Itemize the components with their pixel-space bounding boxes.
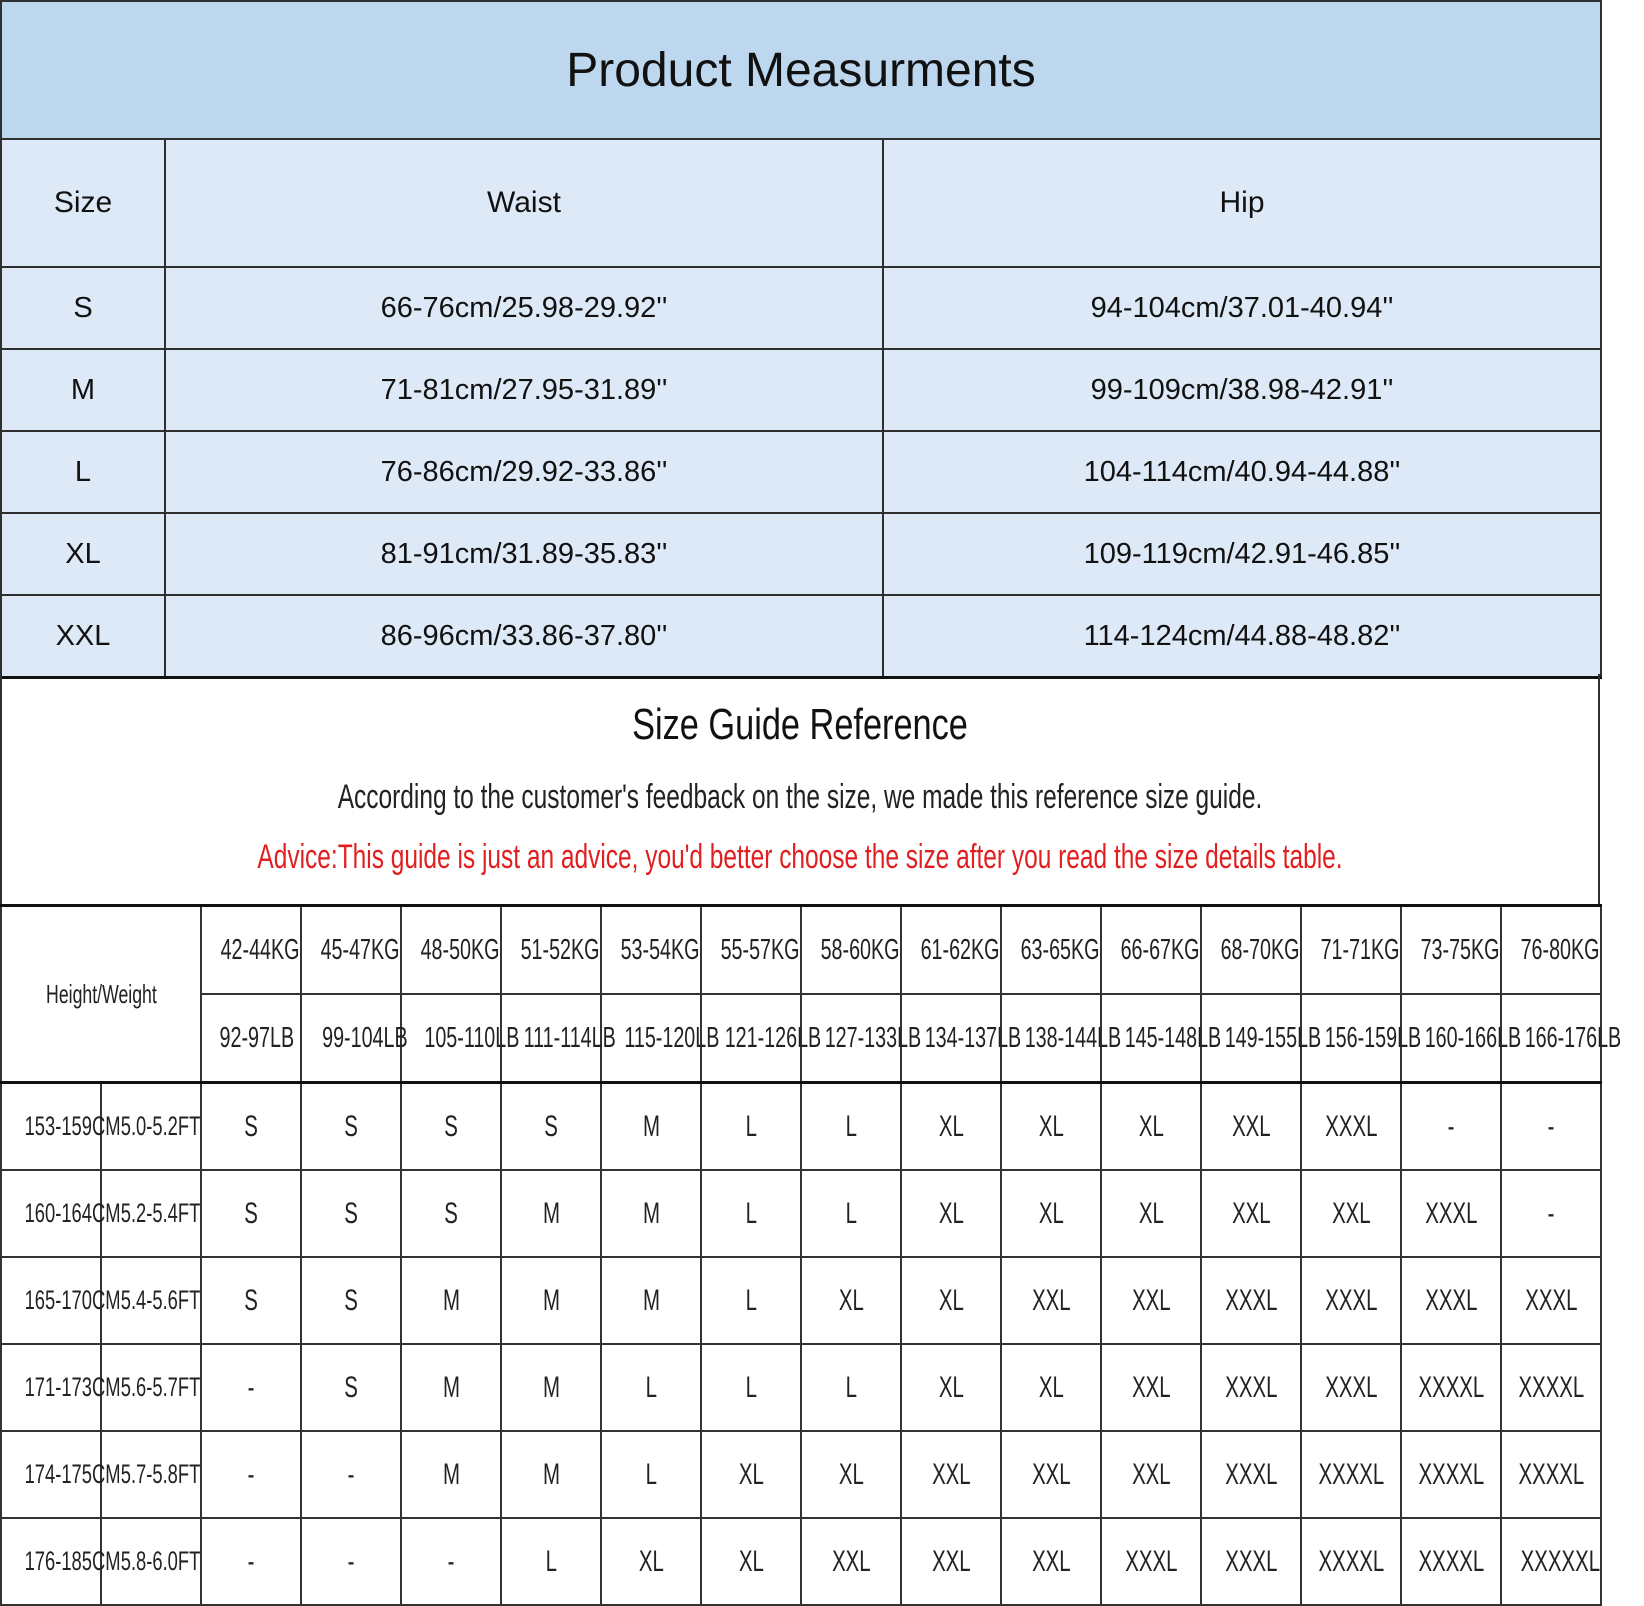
recommended-size-cell: M (501, 1431, 601, 1518)
weight-lb-cell: 99-104LB (301, 994, 401, 1083)
recommended-size-cell: XXXL (1101, 1518, 1201, 1605)
recommended-size-cell: S (501, 1083, 601, 1171)
recommended-size-cell: M (401, 1431, 501, 1518)
weight-kg-cell: 55-57KG (701, 906, 801, 995)
recommended-size-cell: L (701, 1257, 801, 1344)
size-cell: M (1, 349, 165, 431)
recommended-size-cell: L (501, 1518, 601, 1605)
weight-lb-cell: 134-137LB (901, 994, 1001, 1083)
waist-cell: 66-76cm/25.98-29.92'' (165, 267, 883, 349)
recommended-size-cell: M (501, 1344, 601, 1431)
recommended-size-cell: XXL (1001, 1518, 1101, 1605)
recommended-size-cell: XXXL (1501, 1257, 1601, 1344)
height-ft-cell: 5.2-5.4FT (101, 1170, 201, 1257)
waist-cell: 81-91cm/31.89-35.83'' (165, 513, 883, 595)
weight-lb-cell: 121-126LB (701, 994, 801, 1083)
measurements-row (1, 595, 1601, 678)
recommended-size-cell: XL (901, 1257, 1001, 1344)
recommended-size-cell: S (201, 1257, 301, 1344)
waist-cell: 71-81cm/27.95-31.89'' (165, 349, 883, 431)
recommended-size-cell: XXXL (1201, 1518, 1301, 1605)
size-guide-row (1, 1083, 1601, 1171)
weight-kg-row (1, 906, 1601, 995)
recommended-size-cell: M (501, 1170, 601, 1257)
size-guide-row (1, 1257, 1601, 1344)
measurements-header-row (1, 139, 1601, 267)
recommended-size-cell: S (201, 1170, 301, 1257)
recommended-size-cell: M (601, 1170, 701, 1257)
recommended-size-cell: XXXXL (1401, 1344, 1501, 1431)
recommended-size-cell: - (201, 1431, 301, 1518)
recommended-size-cell: XXL (901, 1518, 1001, 1605)
recommended-size-cell: L (801, 1170, 901, 1257)
weight-lb-cell: 156-159LB (1301, 994, 1401, 1083)
recommended-size-cell: XXL (1101, 1257, 1201, 1344)
product-measurements-table (0, 0, 1602, 679)
recommended-size-cell: XL (901, 1170, 1001, 1257)
recommended-size-cell: M (501, 1257, 601, 1344)
recommended-size-cell: L (601, 1431, 701, 1518)
recommended-size-cell: S (401, 1170, 501, 1257)
weight-kg-cell: 66-67KG (1101, 906, 1201, 995)
height-ft-cell: 5.0-5.2FT (101, 1083, 201, 1171)
recommended-size-cell: XXL (1101, 1431, 1201, 1518)
measurements-row (1, 431, 1601, 513)
measurements-row (1, 513, 1601, 595)
recommended-size-cell: - (201, 1518, 301, 1605)
measurements-title: Product Measurments (1, 1, 1601, 139)
size-guide-title: Size Guide Reference (632, 700, 968, 749)
weight-kg-cell: 45-47KG (301, 906, 401, 995)
header-size: Size (1, 139, 165, 267)
size-guide-table (0, 904, 1622, 1606)
weight-kg-cell: 61-62KG (901, 906, 1001, 995)
recommended-size-cell: XXL (1201, 1170, 1301, 1257)
height-weight-corner: Height/Weight (1, 906, 201, 1083)
height-ft-cell: 5.6-5.7FT (101, 1344, 201, 1431)
size-cell: S (1, 267, 165, 349)
recommended-size-cell: XXXL (1301, 1083, 1401, 1171)
size-guide-intro (0, 674, 1600, 904)
size-guide-description: According to the customer's feedback on the size, we made this reference size guide. (337, 778, 1263, 816)
waist-cell: 86-96cm/33.86-37.80'' (165, 595, 883, 678)
recommended-size-cell: - (301, 1518, 401, 1605)
recommended-size-cell: XL (1101, 1083, 1201, 1171)
weight-kg-cell: 42-44KG (201, 906, 301, 995)
measurements-row (1, 349, 1601, 431)
recommended-size-cell: XXL (1301, 1170, 1401, 1257)
weight-lb-cell: 145-148LB (1101, 994, 1201, 1083)
hip-cell: 109-119cm/42.91-46.85'' (883, 513, 1601, 595)
recommended-size-cell: S (301, 1083, 401, 1171)
size-guide-row (1, 1344, 1601, 1431)
recommended-size-cell: XXXL (1401, 1170, 1501, 1257)
height-ft-cell: 5.8-6.0FT (101, 1518, 201, 1605)
recommended-size-cell: XXXL (1201, 1344, 1301, 1431)
recommended-size-cell: XL (801, 1257, 901, 1344)
recommended-size-cell: S (401, 1083, 501, 1171)
recommended-size-cell: XL (901, 1083, 1001, 1171)
weight-lb-row (1, 994, 1601, 1083)
hip-cell: 94-104cm/37.01-40.94'' (883, 267, 1601, 349)
recommended-size-cell: XXL (1101, 1344, 1201, 1431)
recommended-size-cell: XL (701, 1518, 801, 1605)
size-guide-row (1, 1518, 1601, 1605)
recommended-size-cell: - (1501, 1170, 1601, 1257)
recommended-size-cell: - (401, 1518, 501, 1605)
recommended-size-cell: - (1501, 1083, 1601, 1171)
hip-cell: 99-109cm/38.98-42.91'' (883, 349, 1601, 431)
header-waist: Waist (165, 139, 883, 267)
measurements-row (1, 267, 1601, 349)
height-cm-cell: 165-170CM (1, 1257, 101, 1344)
recommended-size-cell: L (701, 1083, 801, 1171)
weight-kg-cell: 48-50KG (401, 906, 501, 995)
recommended-size-cell: M (601, 1083, 701, 1171)
weight-lb-cell: 160-166LB (1401, 994, 1501, 1083)
recommended-size-cell: M (401, 1344, 501, 1431)
weight-kg-cell: 51-52KG (501, 906, 601, 995)
recommended-size-cell: L (601, 1344, 701, 1431)
recommended-size-cell: XXL (1001, 1257, 1101, 1344)
hip-cell: 104-114cm/40.94-44.88'' (883, 431, 1601, 513)
weight-kg-cell: 76-80KG (1501, 906, 1601, 995)
weight-kg-cell: 63-65KG (1001, 906, 1101, 995)
recommended-size-cell: M (601, 1257, 701, 1344)
recommended-size-cell: L (701, 1344, 801, 1431)
size-cell: L (1, 431, 165, 513)
height-ft-cell: 5.7-5.8FT (101, 1431, 201, 1518)
height-cm-cell: 176-185CM (1, 1518, 101, 1605)
weight-lb-cell: 127-133LB (801, 994, 901, 1083)
recommended-size-cell: XXL (1201, 1083, 1301, 1171)
recommended-size-cell: L (701, 1170, 801, 1257)
waist-cell: 76-86cm/29.92-33.86'' (165, 431, 883, 513)
weight-lb-cell: 92-97LB (201, 994, 301, 1083)
weight-kg-cell: 58-60KG (801, 906, 901, 995)
height-cm-cell: 171-173CM (1, 1344, 101, 1431)
weight-lb-cell: 149-155LB (1201, 994, 1301, 1083)
recommended-size-cell: XL (701, 1431, 801, 1518)
height-cm-cell: 160-164CM (1, 1170, 101, 1257)
weight-kg-cell: 68-70KG (1201, 906, 1301, 995)
recommended-size-cell: - (1401, 1083, 1501, 1171)
weight-lb-cell: 105-110LB (401, 994, 501, 1083)
recommended-size-cell: XXL (1001, 1431, 1101, 1518)
recommended-size-cell: L (801, 1344, 901, 1431)
size-guide-row (1, 1431, 1601, 1518)
recommended-size-cell: S (301, 1344, 401, 1431)
size-cell: XXL (1, 595, 165, 678)
size-guide-row (1, 1170, 1601, 1257)
height-cm-cell: 174-175CM (1, 1431, 101, 1518)
recommended-size-cell: L (801, 1083, 901, 1171)
recommended-size-cell: XXL (901, 1431, 1001, 1518)
recommended-size-cell: XL (901, 1344, 1001, 1431)
weight-kg-cell: 53-54KG (601, 906, 701, 995)
recommended-size-cell: XXXL (1301, 1257, 1401, 1344)
recommended-size-cell: XXXXXL (1501, 1518, 1601, 1605)
weight-kg-cell: 73-75KG (1401, 906, 1501, 995)
recommended-size-cell: - (301, 1431, 401, 1518)
recommended-size-cell: XL (601, 1518, 701, 1605)
size-cell: XL (1, 513, 165, 595)
recommended-size-cell: S (301, 1257, 401, 1344)
weight-kg-cell: 71-71KG (1301, 906, 1401, 995)
weight-lb-cell: 115-120LB (601, 994, 701, 1083)
recommended-size-cell: XXXL (1401, 1257, 1501, 1344)
recommended-size-cell: XXXXL (1401, 1518, 1501, 1605)
recommended-size-cell: XXXXL (1301, 1431, 1401, 1518)
size-guide-advice: Advice:This guide is just an advice, you'd better choose the size after you read the size details table. (257, 838, 1343, 876)
hip-cell: 114-124cm/44.88-48.82'' (883, 595, 1601, 678)
recommended-size-cell: XL (1001, 1170, 1101, 1257)
weight-lb-cell: 111-114LB (501, 994, 601, 1083)
recommended-size-cell: XXXXL (1501, 1431, 1601, 1518)
recommended-size-cell: XXXL (1301, 1344, 1401, 1431)
recommended-size-cell: XL (1001, 1083, 1101, 1171)
header-hip: Hip (883, 139, 1601, 267)
recommended-size-cell: XXXXL (1301, 1518, 1401, 1605)
height-cm-cell: 153-159CM (1, 1083, 101, 1171)
height-ft-cell: 5.4-5.6FT (101, 1257, 201, 1344)
weight-lb-cell: 166-176LB (1501, 994, 1601, 1083)
recommended-size-cell: XL (801, 1431, 901, 1518)
recommended-size-cell: - (201, 1344, 301, 1431)
recommended-size-cell: S (201, 1083, 301, 1171)
recommended-size-cell: XXL (801, 1518, 901, 1605)
recommended-size-cell: XXXXL (1401, 1431, 1501, 1518)
recommended-size-cell: XL (1101, 1170, 1201, 1257)
recommended-size-cell: XXXL (1201, 1431, 1301, 1518)
weight-lb-cell: 138-144LB (1001, 994, 1101, 1083)
recommended-size-cell: XXXL (1201, 1257, 1301, 1344)
recommended-size-cell: XXXXL (1501, 1344, 1601, 1431)
recommended-size-cell: M (401, 1257, 501, 1344)
recommended-size-cell: XL (1001, 1344, 1101, 1431)
recommended-size-cell: S (301, 1170, 401, 1257)
